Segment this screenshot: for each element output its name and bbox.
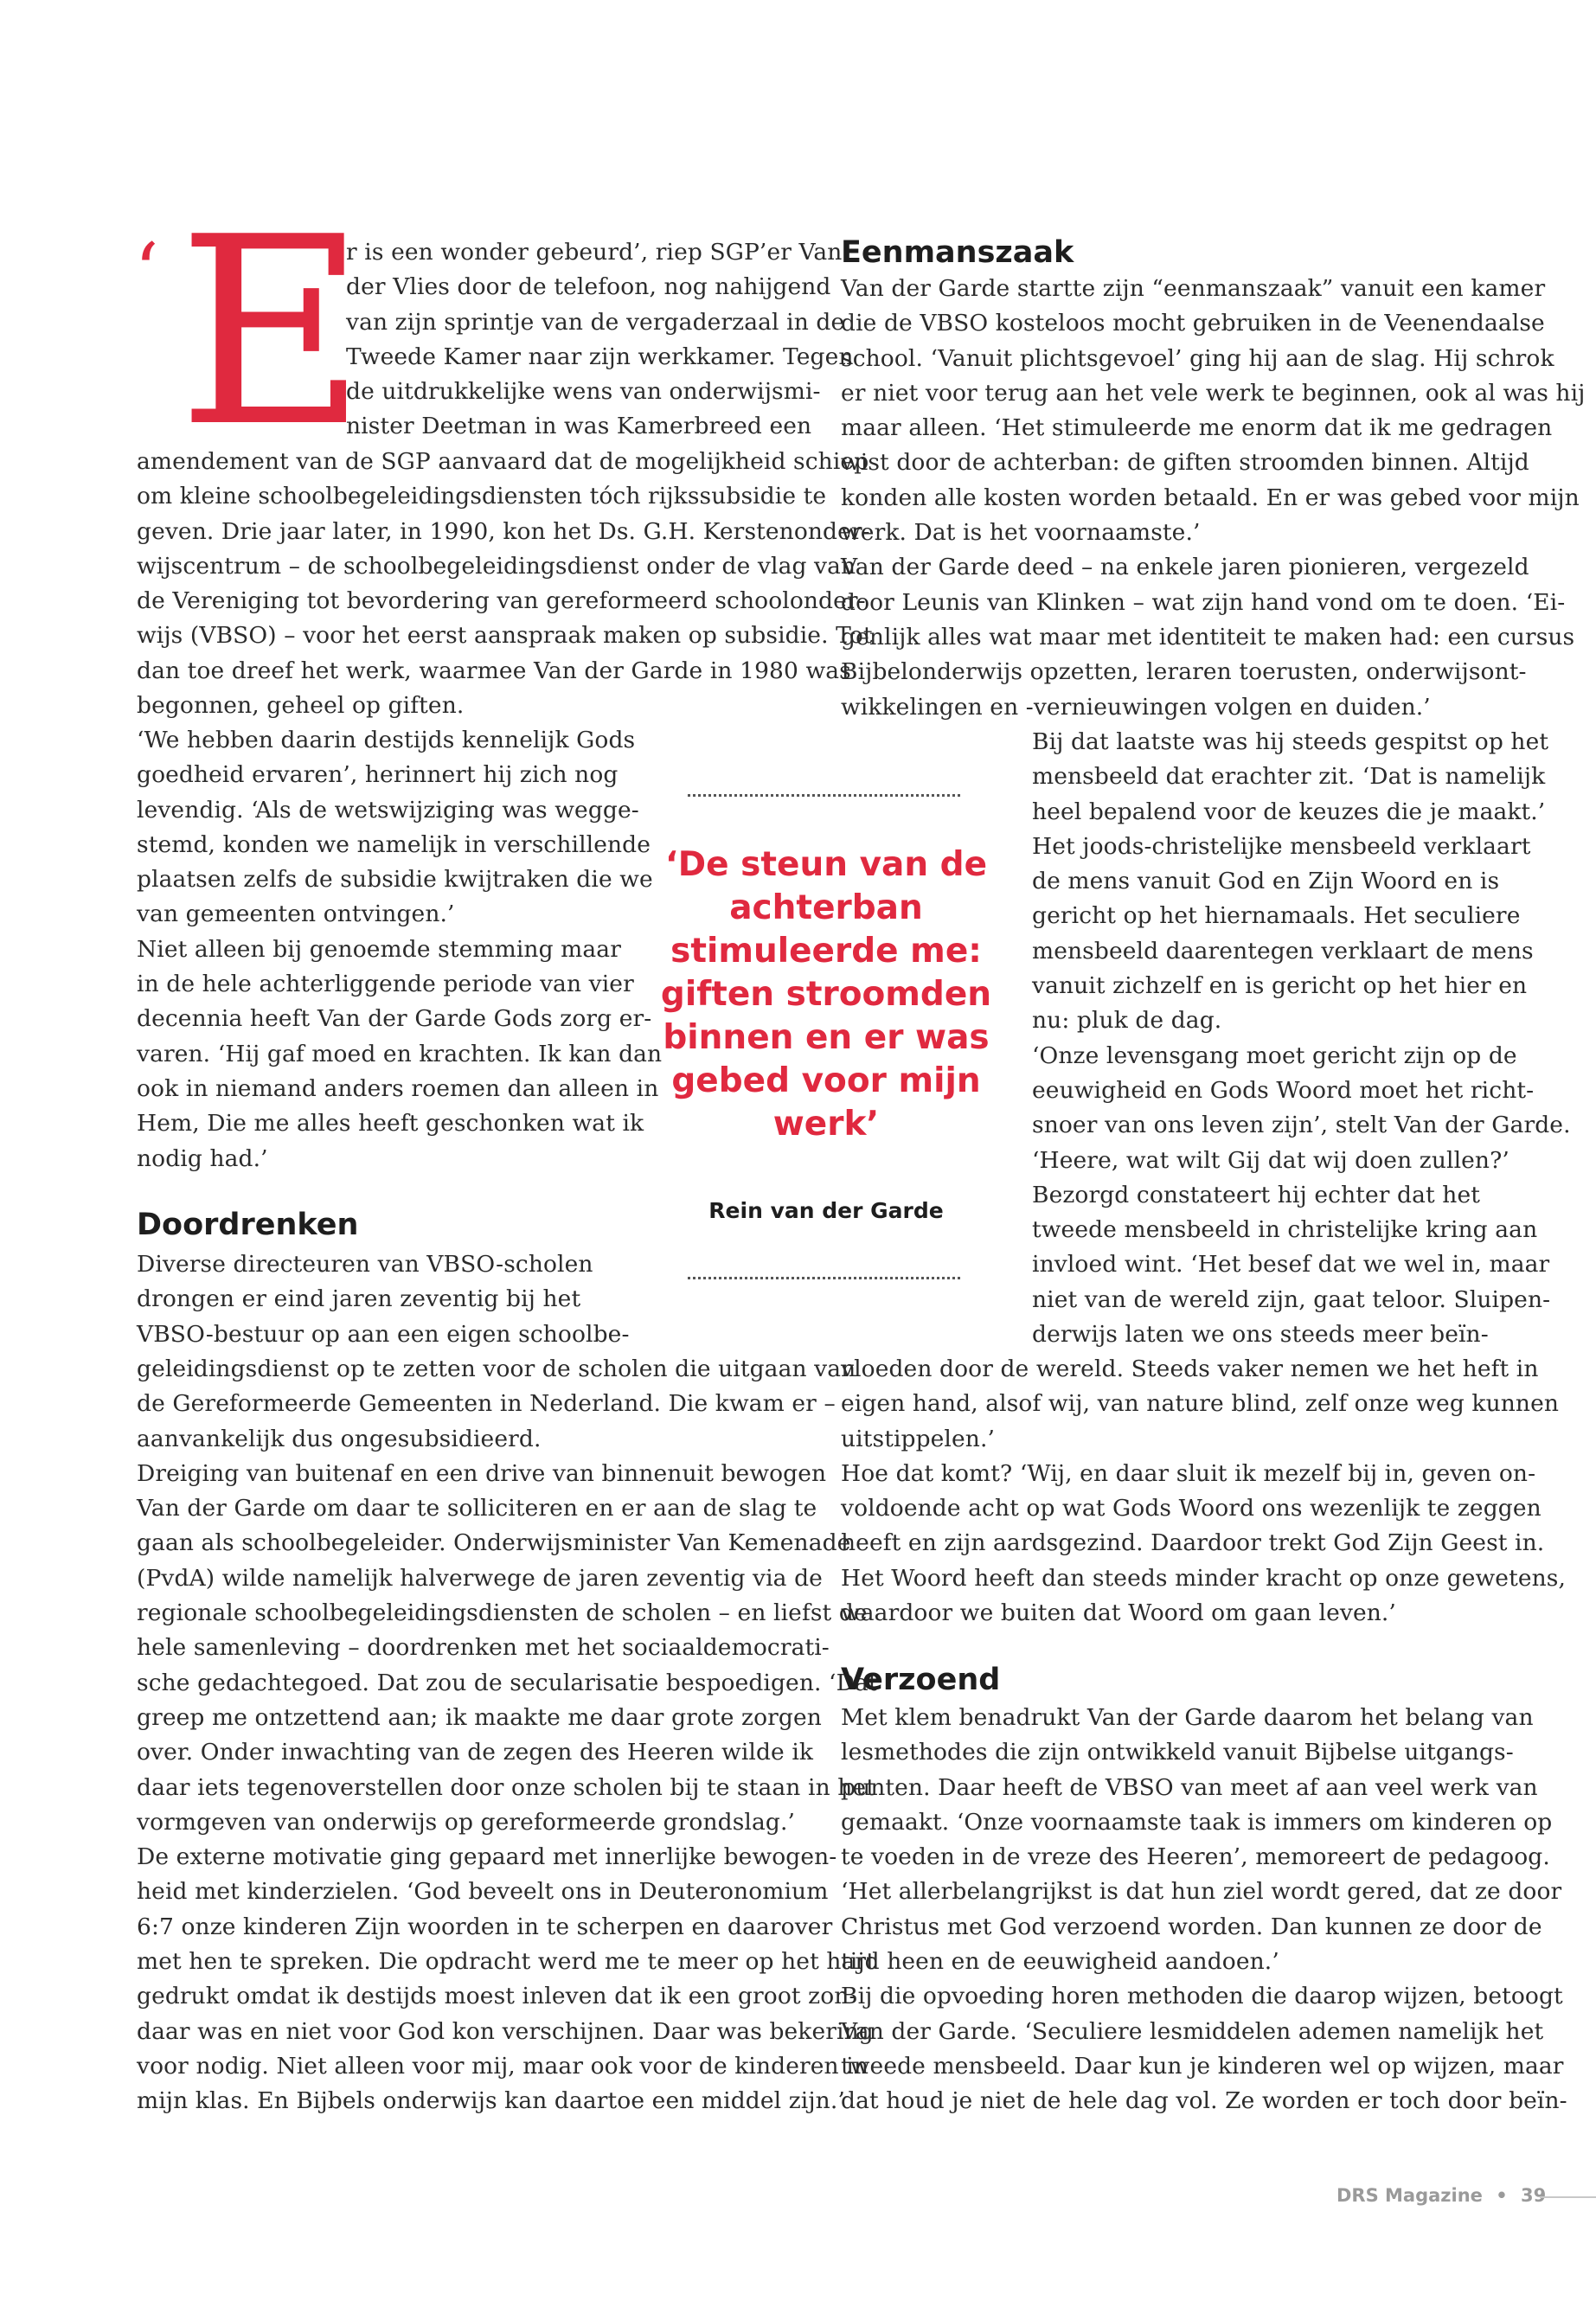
text-line: 6:7 onze kinderen Zijn woorden in te scherpen en daarover [137, 1913, 833, 1940]
text-line: ‘Het allerbelangrijkst is dat hun ziel wordt gered, dat ze door [841, 1878, 1562, 1906]
text-line: levendig. ‘Als de wetswijziging was wegge- [137, 796, 639, 824]
text-line: daar was en niet voor God kon verschijnen. Daar was bekering [137, 2017, 874, 2045]
text-line: Hem, Die me alles heeft geschonken wat ik [137, 1110, 644, 1138]
text-line: hele samenleving – doordrenken met het sociaaldemocrati- [137, 1634, 830, 1662]
text-line: wijs (VBSO) – voor het eerst aanspraak maken op subsidie. Tot [137, 622, 873, 650]
text-line: derwijs laten we ons steeds meer beïn- [1032, 1321, 1489, 1349]
text-line: Bij dat laatste was hij steeds gespitst op het [1032, 728, 1549, 755]
text-line: Van der Garde om daar te solliciteren en er aan de slag te [137, 1495, 817, 1522]
doordrenken-wide [137, 1352, 878, 2119]
text-line: Christus met God verzoend worden. Dan kunnen ze door de [841, 1913, 1542, 1940]
text-line: Bijbelonderwijs opzetten, leraren toerusten, onderwijsont- [841, 658, 1527, 686]
text-line: (PvdA) wilde namelijk halverwege de jaren zeventig via de [137, 1564, 823, 1592]
text-line: Met klem benadrukt Van der Garde daarom het belang van [841, 1704, 1534, 1731]
text-line: door Leunis van Klinken – wat zijn hand vond om te doen. ‘Ei- [841, 588, 1566, 616]
text-line: Bij die opvoeding horen methoden die daarop wijzen, betoogt [841, 1983, 1563, 2010]
text-line: De externe motivatie ging gepaard met innerlijke bewogen- [137, 1843, 837, 1871]
text-line: invloed wint. ‘Het besef dat we wel in, maar [1032, 1251, 1550, 1279]
text-line: voldoende acht op wat Gods Woord ons wezenlijk te zeggen [841, 1495, 1542, 1522]
text-line: in de hele achterliggende periode van vier [137, 971, 634, 998]
text-line: tijd heen en de eeuwigheid aandoen.’ [841, 1948, 1279, 1976]
text-line: de Vereniging tot bevordering van gereformeerd schoolonder- [137, 587, 866, 615]
text-line: uitstippelen.’ [841, 1425, 995, 1452]
text-line: nodig had.’ [137, 1144, 268, 1172]
text-line: van gemeenten ontvingen.’ [137, 901, 455, 928]
text-line: gaan als schoolbegeleider. Onderwijsminister Van Kemenade [137, 1529, 851, 1557]
text-line: snoer van ons leven zijn’, stelt Van der Garde. [1032, 1112, 1571, 1139]
text-line: Het joods-christelijke mensbeeld verklaart [1032, 832, 1531, 860]
text-line: tweede mensbeeld in christelijke kring aan [1032, 1216, 1538, 1244]
heading-doordrenken: Doordrenken [137, 1208, 359, 1242]
text-line: Hoe dat komt? ‘Wij, en daar sluit ik mezelf bij in, geven on- [841, 1459, 1536, 1487]
text-line: heel bepalend voor de keuzes die je maakt.’ [1032, 798, 1546, 825]
heading-verzoend: Verzoend [841, 1663, 1001, 1697]
text-line: werk. Dat is het voornaamste.’ [841, 519, 1201, 547]
text-line: dat houd je niet de hele dag vol. Ze worden er toch door beïn- [841, 2087, 1567, 2115]
text-line: aanvankelijk dus ongesubsidieerd. [137, 1425, 542, 1452]
text-line: school. ‘Vanuit plichtsgevoel’ ging hij aan de slag. Hij schrok [841, 344, 1554, 372]
text-line: vormgeven van onderwijs op gereformeerde grondslag.’ [137, 1808, 796, 1836]
text-line: ‘Heere, wat wilt Gij dat wij doen zullen?’ [1032, 1146, 1509, 1174]
mensbeeld-narrow [1032, 725, 1571, 1352]
text-line: ‘Onze levensgang moet gericht zijn op de [1032, 1042, 1517, 1069]
text-line: lesmethodes die zijn ontwikkeld vanuit Bijbelse uitgangs- [841, 1739, 1514, 1766]
text-line: heid met kinderzielen. ‘God beveelt ons in Deuteronomium [137, 1878, 829, 1906]
text-line: met hen te spreken. Die opdracht werd me te meer op het hart [137, 1948, 875, 1976]
text-line: gedrukt omdat ik destijds moest inleven dat ik een groot zon- [137, 1983, 857, 2010]
text-line: regionale schoolbegeleidingsdiensten de scholen – en liefst de [137, 1599, 868, 1627]
text-line: te voeden in de vreze des Heeren’, memoreert de pedagoog. [841, 1843, 1550, 1871]
text-line: goedheid ervaren’, herinnert hij zich nog [137, 761, 619, 789]
text-line: Diverse directeuren van VBSO-scholen [137, 1251, 593, 1278]
text-line: over. Onder inwachting van de zegen des Heeren wilde ik [137, 1739, 814, 1766]
text-line: mensbeeld dat erachter zit. ‘Dat is namelijk [1032, 763, 1546, 791]
page-footer [1336, 2185, 1546, 2206]
text-line: daar iets tegenoverstellen door onze scholen bij te staan in het [137, 1773, 875, 1801]
text-line: punten. Daar heeft de VBSO van meet af aan veel werk van [841, 1773, 1538, 1801]
text-line: ‘We hebben daarin destijds kennelijk Gods [137, 727, 636, 753]
text-line: geven. Drie jaar later, in 1990, kon het Ds. G.H. Kerstenonder- [137, 517, 870, 545]
text-line: begonnen, geheel op giften. [137, 692, 465, 720]
intro-narrow [346, 235, 854, 445]
text-line: voor nodig. Niet alleen voor mij, maar ook voor de kinderen in [137, 2052, 869, 2080]
text-line: drongen er eind jaren zeventig bij het [137, 1285, 581, 1313]
text-line: mijn klas. En Bijbels onderwijs kan daartoe een middel zijn.’ [137, 2087, 845, 2115]
mensbeeld-wide [841, 1352, 1566, 1631]
pullquote-top-divider [688, 794, 960, 797]
text-line: der Vlies door de telefoon, nog nahijgend [346, 273, 831, 301]
text-line: er niet voor terug aan het vele werk te beginnen, ook al was hij [841, 379, 1586, 407]
text-line: geleidingsdienst op te zetten voor de scholen die uitgaan van [137, 1356, 856, 1382]
pull-quote-author: Rein van der Garde [708, 1198, 944, 1223]
text-line: Van der Garde startte zijn “eenmanszaak” vanuit een kamer [841, 275, 1546, 302]
text-line: wist door de achterban: de giften stroomden binnen. Altijd [841, 449, 1529, 477]
text-line: wijscentrum – de schoolbegeleidingsdienst onder de vlag van [137, 552, 856, 580]
drop-cap: E [177, 182, 367, 484]
text-line: de mens vanuit God en Zijn Woord en is [1032, 868, 1500, 895]
text-line: Dreiging van buitenaf en een drive van binnenuit bewogen [137, 1459, 827, 1487]
text-line: Van der Garde. ‘Seculiere lesmiddelen ademen namelijk het [841, 2017, 1544, 2045]
text-line: VBSO-bestuur op aan een eigen schoolbe- [137, 1320, 630, 1348]
footer-rule [1540, 2196, 1596, 2198]
text-line: van zijn sprintje van de vergaderzaal in de [346, 308, 845, 336]
intro-wide [137, 445, 873, 723]
pullquote-bottom-divider [688, 1277, 960, 1279]
text-line: tweede mensbeeld. Daar kun je kinderen wel op wijzen, maar [841, 2052, 1564, 2080]
verzoend-text [841, 1701, 1567, 2119]
text-line: r is een wonder gebeurd’, riep SGP’er Van [346, 239, 843, 266]
text-line: Van der Garde deed – na enkele jaren pionieren, vergezeld [841, 554, 1529, 581]
text-line: sche gedachtegoed. Dat zou de secularisatie bespoedigen. ‘Dat [137, 1669, 878, 1696]
text-line: plaatsen zelfs de subsidie kwijtraken die we [137, 866, 653, 894]
text-line: waardoor we buiten dat Woord om gaan leven.’ [841, 1599, 1396, 1627]
text-line: greep me ontzettend aan; ik maakte me daar grote zorgen [137, 1703, 822, 1731]
drop-quote-mark: ‘ [134, 227, 159, 317]
text-line: konden alle kosten worden betaald. En er was gebed voor mijn [841, 484, 1580, 511]
text-line: Tweede Kamer naar zijn werkkamer. Tegen [346, 343, 854, 370]
eenmanszaak-text [841, 272, 1585, 725]
text-line: genlijk alles wat maar met identiteit te maken had: een cursus [841, 623, 1575, 651]
magazine-name: DRS Magazine [1336, 2185, 1483, 2206]
text-line: wikkelingen en -vernieuwingen volgen en duiden.’ [841, 693, 1431, 721]
doordrenken-narrow [137, 1247, 630, 1352]
text-line: ook in niemand anders roemen dan alleen in [137, 1074, 659, 1102]
text-line: eeuwigheid en Gods Woord moet het richt- [1032, 1076, 1535, 1104]
text-line: maar alleen. ‘Het stimuleerde me enorm dat ik me gedragen [841, 414, 1553, 442]
text-line: gemaakt. ‘Onze voornaamste taak is immers om kinderen op [841, 1808, 1553, 1836]
text-line: Niet alleen bij genoemde stemming maar [137, 935, 621, 963]
text-line: vanuit zichzelf en is gericht op het hier en [1032, 972, 1528, 1000]
text-line: die de VBSO kosteloos mocht gebruiken in de Veenendaalse [841, 310, 1545, 337]
pull-quote: ‘De steun van de achterban stimuleerde me: giften stroomden binnen en er was gebed voor mijn werk’ [660, 845, 992, 1144]
text-line: de uitdrukkelijke wens van onderwijsmi- [346, 378, 821, 406]
text-line: nister Deetman in was Kamerbreed een [346, 413, 812, 440]
text-line: gericht op het hiernamaals. Het seculiere [1032, 902, 1521, 930]
text-line: Bezorgd constateert hij echter dat het [1032, 1181, 1480, 1208]
text-line: nu: pluk de dag. [1032, 1007, 1222, 1035]
page-number: 39 [1521, 2185, 1547, 2206]
text-line: om kleine schoolbegeleidingsdiensten tóch rijkssubsidie te [137, 483, 827, 510]
text-line: stemd, konden we namelijk in verschillende [137, 830, 651, 858]
text-line: de Gereformeerde Gemeenten in Nederland. Die kwam er – [137, 1390, 836, 1418]
text-line: vloeden door de wereld. Steeds vaker nemen we het heft in [841, 1356, 1539, 1382]
text-line: eigen hand, alsof wij, van nature blind, zelf onze weg kunnen [841, 1390, 1560, 1418]
para-gods-zorg [137, 723, 662, 1176]
text-line: amendement van de SGP aanvaard dat de mogelijkheid schiep [137, 448, 869, 475]
footer-separator: • [1496, 2185, 1508, 2206]
text-line: Het Woord heeft dan steeds minder kracht op onze gewetens, [841, 1564, 1567, 1592]
text-line: decennia heeft Van der Garde Gods zorg er- [137, 1005, 652, 1033]
text-line: niet van de wereld zijn, gaat teloor. Sluipen- [1032, 1285, 1551, 1313]
text-line: mensbeeld daarentegen verklaart de mens [1032, 937, 1534, 965]
text-line: heeft en zijn aardsgezind. Daardoor trekt God Zijn Geest in. [841, 1529, 1545, 1557]
heading-eenmanszaak: Eenmanszaak [841, 235, 1074, 270]
text-line: varen. ‘Hij gaf moed en krachten. Ik kan dan [137, 1040, 663, 1067]
text-line: dan toe dreef het werk, waarmee Van der Garde in 1980 was [137, 657, 851, 684]
